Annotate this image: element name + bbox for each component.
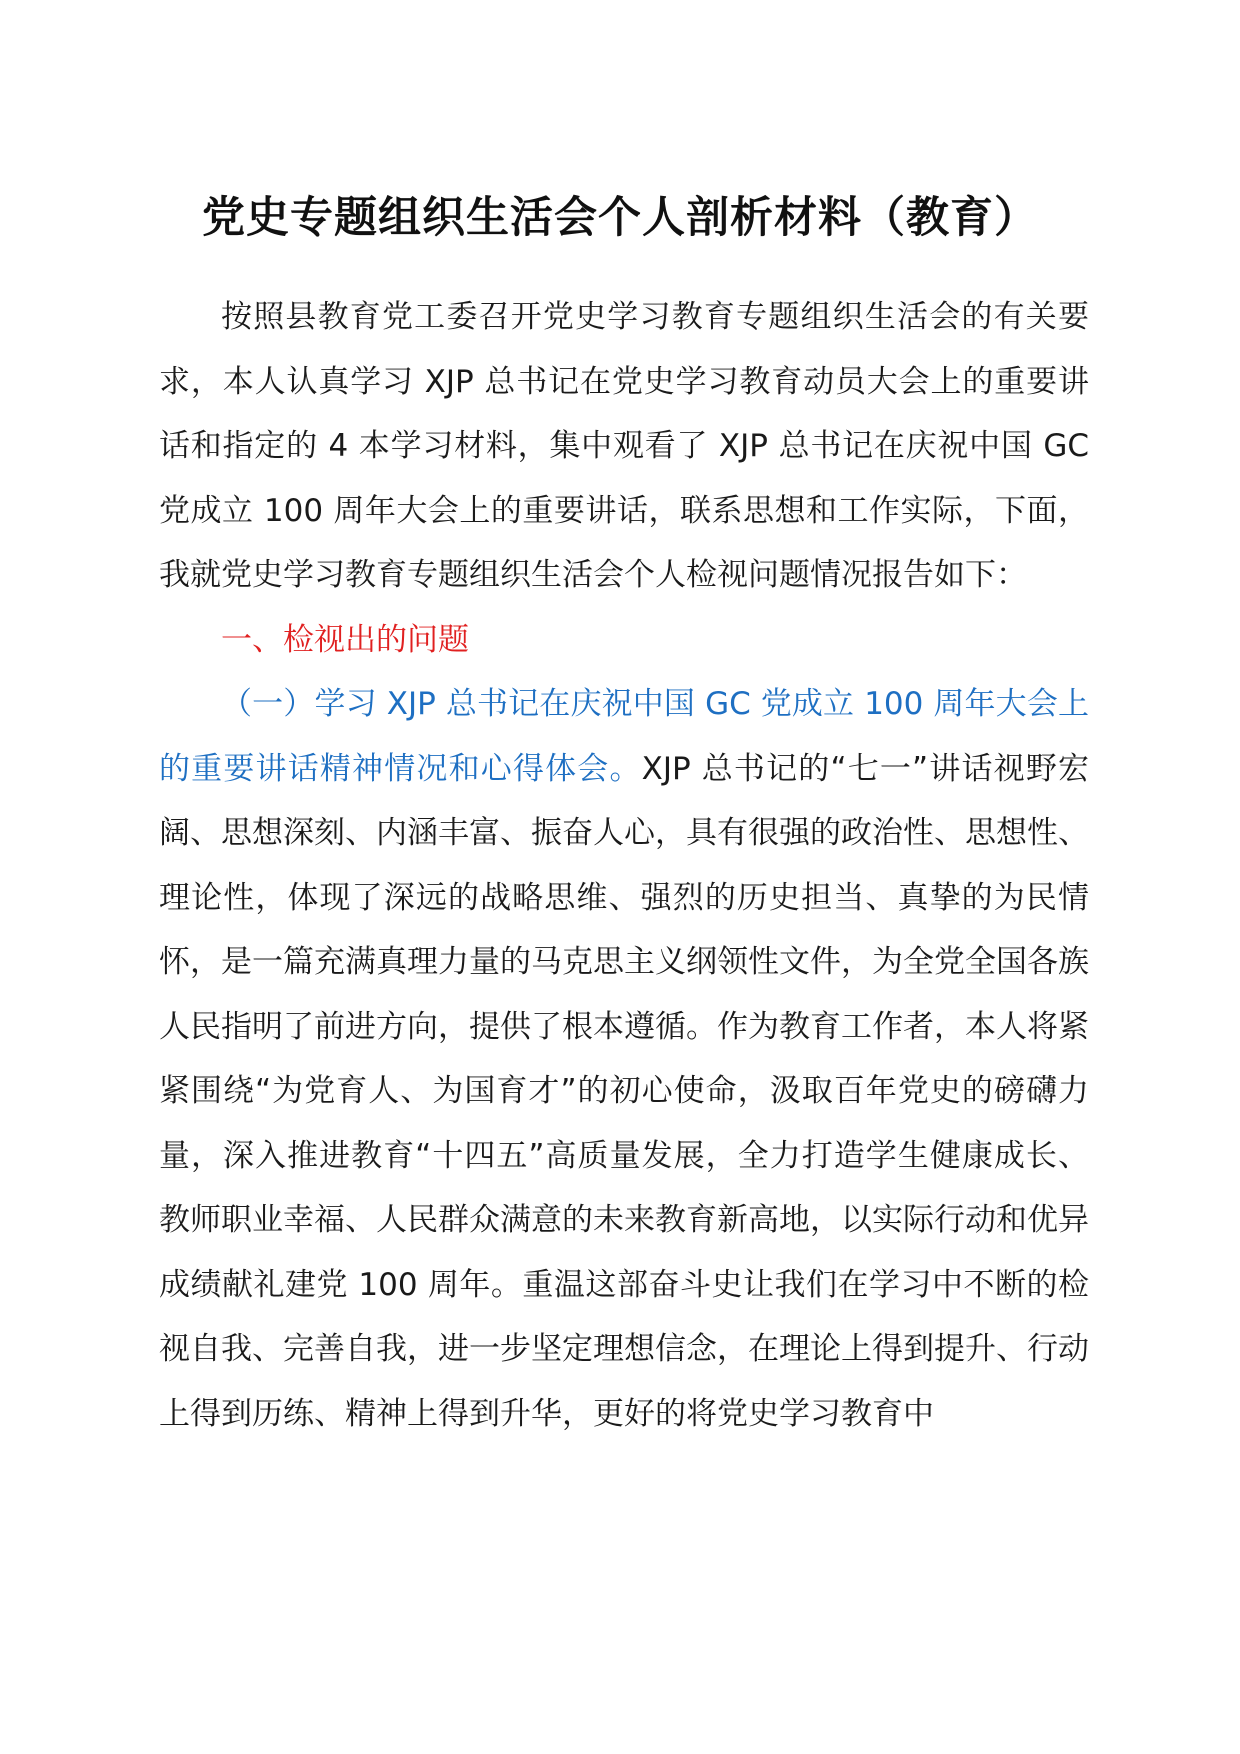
document-title: 党史专题组织生活会个人剖析材料（教育） bbox=[202, 193, 1038, 243]
subsection-heading: （一）学习 XJP 总书记在庆祝中国 GC 党成立 100 周年大会上的重要讲话精神情况和心得体会。 bbox=[159, 686, 1089, 787]
document-body bbox=[159, 285, 1089, 1446]
intro-paragraph: 按照县教育党工委召开党史学习教育专题组织生活会的有关要求，本人认真学习 XJP 总书记在党史学习教育动员大会上的重要讲话和指定的 4 本学习材料，集中观看了 XJP 总书记在庆祝中国 GC 党成立 100 周年大会上的重要讲话，联系思想和工作实际，下面，我就党史学习教育专题组织生活会个人检视问题情况报告如下： bbox=[159, 299, 1089, 593]
section-heading: 一、检视出的问题 bbox=[221, 621, 469, 658]
subsection-paragraph bbox=[159, 672, 1089, 1446]
subsection-body: XJP 总书记的“七一”讲话视野宏阔、思想深刻、内涵丰富、振奋人心，具有很强的政治性、思想性、理论性，体现了深远的战略思维、强烈的历史担当、真挚的为民情怀，是一篇充满真理力量的马克思主义纲领性文件，为全党全国各族人民指明了前进方向，提供了根本遵循。作为教育工作者，本人将紧紧围绕“为党育人、为国育才”的初心使命，汲取百年党史的磅礴力量，深入推进教育“十四五”高质量发展，全力打造学生健康成长、教师职业幸福、人民群众满意的未来教育新高地，以实际行动和优异成绩献礼建党 100 周年。重温这部奋斗史让我们在学习中不断的检视自我、完善自我，进一步坚定理想信念，在理论上得到提升、行动上得到历练、精神上得到升华，更好的将党史学习教育中 bbox=[159, 750, 1090, 1432]
